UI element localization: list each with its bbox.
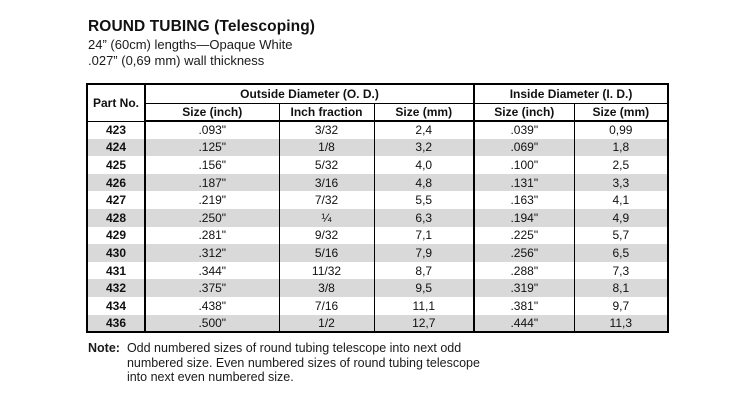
table-row	[87, 315, 668, 333]
value-cell: 4,0	[374, 156, 474, 174]
value-cell: .194"	[474, 209, 574, 227]
value-cell: 5,7	[574, 227, 668, 245]
note-block	[88, 341, 480, 385]
value-cell: 11,3	[574, 315, 668, 333]
value-cell: 3,3	[574, 174, 668, 192]
value-cell: .444"	[474, 315, 574, 333]
value-cell: 2,4	[374, 121, 474, 139]
value-cell: .093"	[145, 121, 279, 139]
value-cell: 5/16	[279, 244, 374, 262]
table-row	[87, 279, 668, 297]
value-cell: 6,3	[374, 209, 474, 227]
subtitle-wall-thickness: .027” (0,69 mm) wall thickness	[88, 52, 265, 68]
table-row	[87, 244, 668, 262]
value-cell: .381"	[474, 297, 574, 315]
value-cell: 9,7	[574, 297, 668, 315]
header-id-size-inch: Size (inch)	[474, 103, 574, 121]
value-cell: 4,9	[574, 209, 668, 227]
table-row	[87, 209, 668, 227]
value-cell: 3,2	[374, 139, 474, 157]
value-cell: ¼	[279, 209, 374, 227]
subtitle-length: 24” (60cm) lengths—Opaque White	[88, 37, 293, 52]
note-text	[127, 341, 480, 385]
tubing-spec-table	[86, 83, 669, 333]
header-part-no: Part No.	[87, 84, 145, 121]
value-cell: .319"	[474, 279, 574, 297]
note-line: numbered size. Even numbered sizes of round tubing telescope	[126, 355, 480, 370]
value-cell: 11/32	[279, 262, 374, 280]
header-inside-diameter: Inside Diameter (I. D.)	[474, 84, 668, 103]
note-line: Odd numbered sizes of round tubing telescope into next odd	[126, 341, 462, 355]
value-cell: 7,3	[574, 262, 668, 280]
value-cell: 8,7	[374, 262, 474, 280]
part-no-cell: 426	[105, 175, 127, 190]
table-row	[87, 297, 668, 315]
part-no-cell: 424	[105, 140, 127, 155]
part-no-cell: 432	[105, 281, 127, 296]
header-od-size-inch: Size (inch)	[145, 103, 279, 121]
value-cell: .100"	[474, 156, 574, 174]
value-cell: .312"	[145, 244, 279, 262]
value-cell: 4,8	[374, 174, 474, 192]
part-no-cell: 431	[105, 263, 127, 278]
table-row	[87, 191, 668, 209]
part-no-cell: 425	[105, 157, 127, 172]
value-cell: 7/16	[279, 297, 374, 315]
value-cell: .288"	[474, 262, 574, 280]
header-id-size-mm: Size (mm)	[574, 103, 668, 121]
table-row	[87, 174, 668, 192]
header-outside-diameter: Outside Diameter (O. D.)	[145, 84, 474, 103]
value-cell: 3/32	[279, 121, 374, 139]
value-cell: .250"	[145, 209, 279, 227]
value-cell: 11,1	[374, 297, 474, 315]
value-cell: .039"	[474, 121, 574, 139]
value-cell: 9,5	[374, 279, 474, 297]
value-cell: 12,7	[374, 315, 474, 333]
value-cell: 7/32	[279, 191, 374, 209]
value-cell: 6,5	[574, 244, 668, 262]
part-no-cell: 429	[105, 228, 127, 243]
value-cell: .187"	[145, 174, 279, 192]
value-cell: 3/16	[279, 174, 374, 192]
value-cell: .375"	[145, 279, 279, 297]
value-cell: 1/8	[279, 139, 374, 157]
value-cell: 8,1	[574, 279, 668, 297]
table-row	[87, 139, 668, 157]
table-row	[87, 262, 668, 280]
page-title: ROUND TUBING (Telescoping)	[88, 18, 316, 35]
value-cell: 7,1	[374, 227, 474, 245]
value-cell: 1/2	[279, 315, 374, 333]
table-row	[87, 227, 668, 245]
value-cell: 5/32	[279, 156, 374, 174]
value-cell: .163"	[474, 191, 574, 209]
part-no-cell: 436	[105, 315, 127, 330]
value-cell: .131"	[474, 174, 574, 192]
value-cell: .281"	[145, 227, 279, 245]
value-cell: .438"	[145, 297, 279, 315]
value-cell: 9/32	[279, 227, 374, 245]
value-cell: .256"	[474, 244, 574, 262]
value-cell: .219"	[145, 191, 279, 209]
table-body	[87, 121, 668, 332]
value-cell: .069"	[474, 139, 574, 157]
header-od-inch-fraction: Inch fraction	[279, 103, 374, 121]
part-no-cell: 427	[105, 193, 127, 208]
table-header	[87, 84, 668, 121]
table-row	[87, 121, 668, 139]
value-cell: 7,9	[374, 244, 474, 262]
value-cell: 2,5	[574, 156, 668, 174]
value-cell: .225"	[474, 227, 574, 245]
part-no-cell: 434	[105, 298, 127, 313]
value-cell: 3/8	[279, 279, 374, 297]
value-cell: 0,99	[574, 121, 668, 139]
part-no-cell: 430	[105, 245, 127, 260]
title-block	[88, 17, 315, 68]
value-cell: 4,1	[574, 191, 668, 209]
value-cell: 5,5	[374, 191, 474, 209]
note-line: into next even numbered size.	[126, 370, 294, 385]
header-od-size-mm: Size (mm)	[374, 103, 474, 121]
value-cell: .156"	[145, 156, 279, 174]
value-cell: .125"	[145, 139, 279, 157]
value-cell: .500"	[145, 315, 279, 333]
table-row	[87, 156, 668, 174]
part-no-cell: 428	[105, 210, 127, 225]
value-cell: 1,8	[574, 139, 668, 157]
part-no-cell: 423	[105, 123, 127, 138]
value-cell: .344"	[145, 262, 279, 280]
note-label: Note:	[88, 341, 120, 355]
